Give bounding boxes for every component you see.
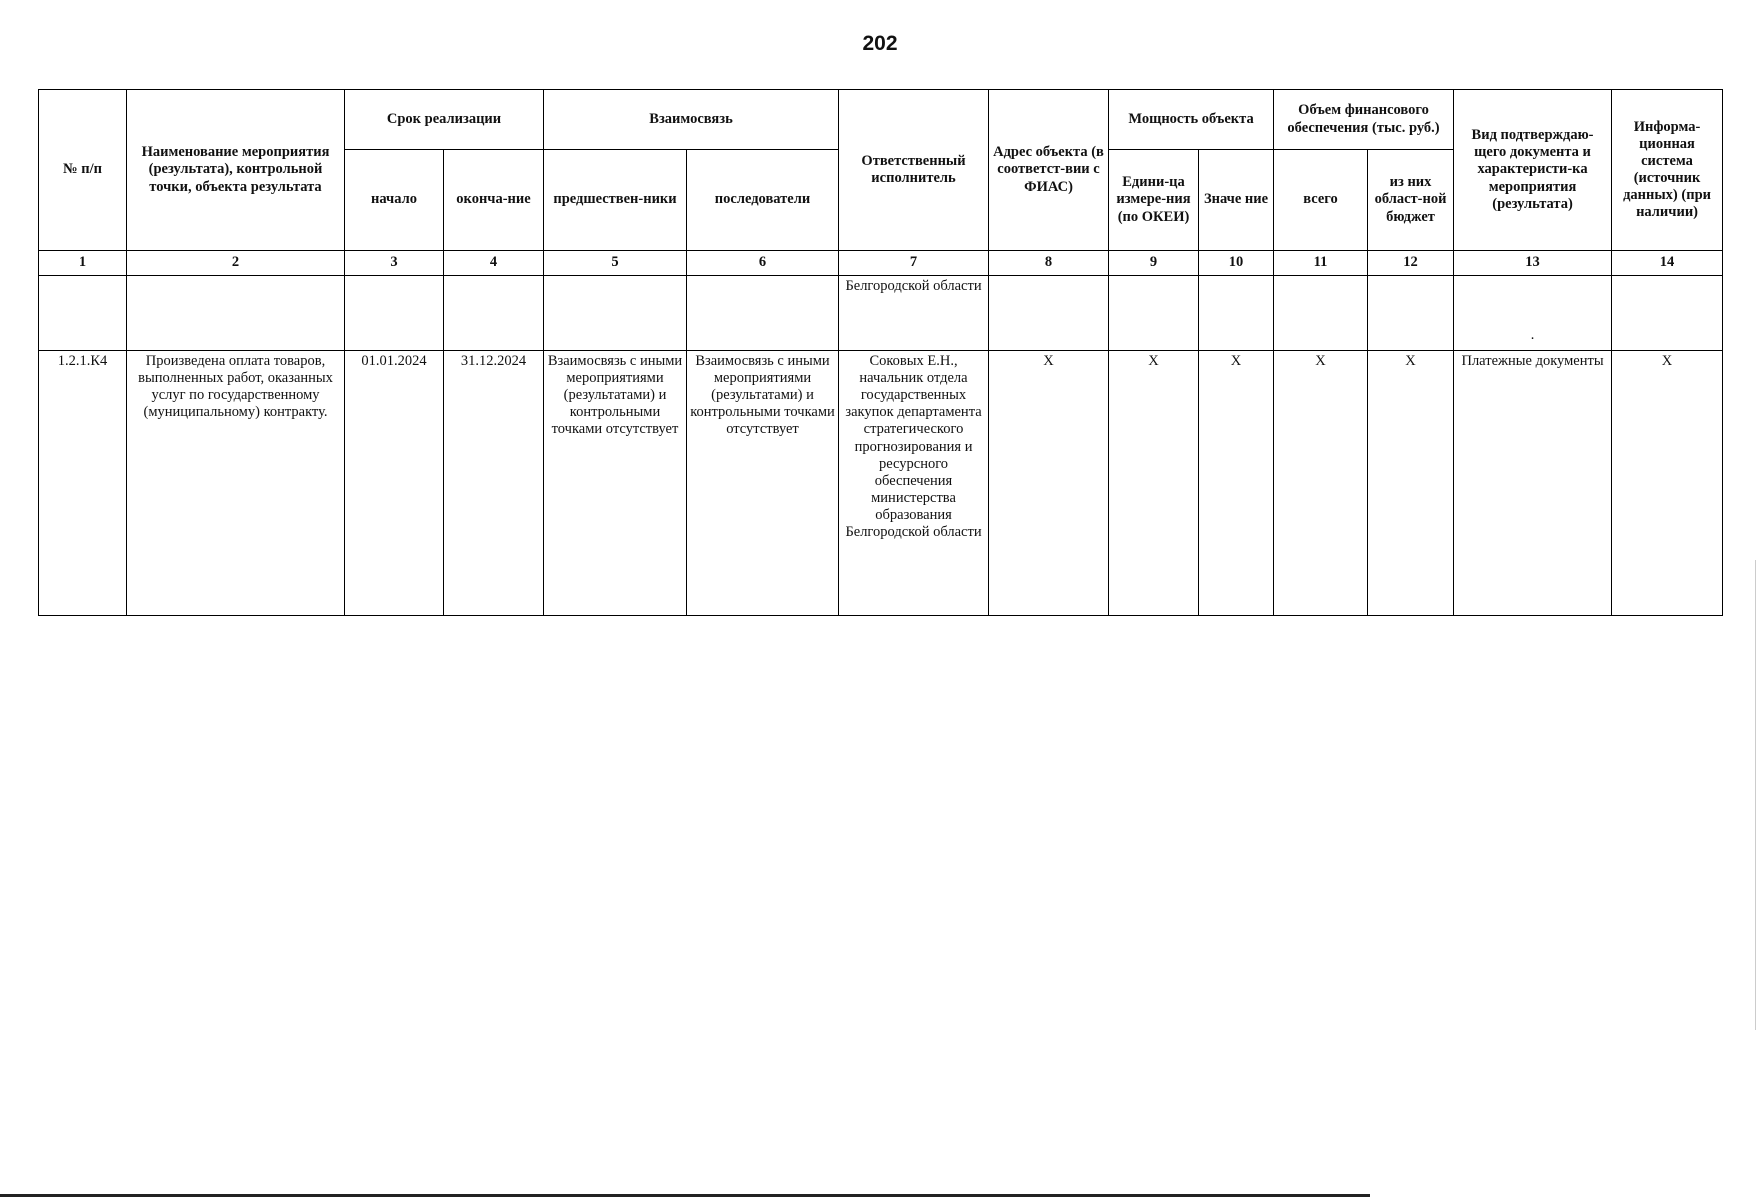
bottom-rule <box>0 1194 1370 1197</box>
cell-finance-regional: X <box>1368 351 1454 616</box>
cell-empty <box>345 276 444 351</box>
header-doc-type: Вид подтверждаю-щего документа и характеристи-ка мероприятия (результата) <box>1454 90 1612 251</box>
column-number: 9 <box>1109 251 1199 276</box>
cell-capacity-unit: X <box>1109 351 1199 616</box>
header-capacity-unit: Едини-ца измере-ния (по ОКЕИ) <box>1109 150 1199 251</box>
cell-empty <box>1612 276 1723 351</box>
header-no: № п/п <box>39 90 127 251</box>
column-number: 12 <box>1368 251 1454 276</box>
cell-responsible-continued: Белгородской области <box>839 276 989 351</box>
cell-doc-type: Платежные документы <box>1454 351 1612 616</box>
cell-empty <box>989 276 1109 351</box>
cell-no: 1.2.1.К4 <box>39 351 127 616</box>
page-number: 202 <box>862 32 898 55</box>
cell-finance-total: X <box>1274 351 1368 616</box>
cell-doc-mark: · <box>1454 276 1612 351</box>
cell-empty <box>1109 276 1199 351</box>
column-number: 5 <box>544 251 687 276</box>
column-number: 6 <box>687 251 839 276</box>
header-term-start: начало <box>345 150 444 251</box>
scan-edge-mark <box>1755 560 1756 1030</box>
cell-empty <box>544 276 687 351</box>
plan-table <box>38 89 1723 616</box>
cell-empty <box>444 276 544 351</box>
column-number: 3 <box>345 251 444 276</box>
cell-empty <box>39 276 127 351</box>
cell-responsible: Соковых Е.Н., начальник отдела государственных закупок департамента стратегического прогнозирования и ресурсного обеспечения министерства образования Белгородской области <box>839 351 989 616</box>
cell-info-system: X <box>1612 351 1723 616</box>
column-number: 4 <box>444 251 544 276</box>
header-finance-regional: из них област-ной бюджет <box>1368 150 1454 251</box>
column-number: 10 <box>1199 251 1274 276</box>
column-number: 7 <box>839 251 989 276</box>
cell-capacity-value: X <box>1199 351 1274 616</box>
header-info-system: Информа-ционная система (источник данных) (при наличии) <box>1612 90 1723 251</box>
cell-empty <box>1199 276 1274 351</box>
header-name: Наименование мероприятия (результата), контрольной точки, объекта результата <box>127 90 345 251</box>
column-number: 8 <box>989 251 1109 276</box>
column-number: 11 <box>1274 251 1368 276</box>
cell-end: 31.12.2024 <box>444 351 544 616</box>
cell-start: 01.01.2024 <box>345 351 444 616</box>
header-capacity-value: Значе ние <box>1199 150 1274 251</box>
header-address: Адрес объекта (в соответст-вии с ФИАС) <box>989 90 1109 251</box>
header-term-end: оконча-ние <box>444 150 544 251</box>
cell-name: Произведена оплата товаров, выполненных работ, оказанных услуг по государственному (муниципальному) контракту. <box>127 351 345 616</box>
cell-address: X <box>989 351 1109 616</box>
header-term: Срок реализации <box>345 90 544 150</box>
cell-successors: Взаимосвязь с иными мероприятиями (результатами) и контрольными точками отсутствует <box>687 351 839 616</box>
column-number: 2 <box>127 251 345 276</box>
header-relation: Взаимосвязь <box>544 90 839 150</box>
header-responsible: Ответственный исполнитель <box>839 90 989 251</box>
header-capacity: Мощность объекта <box>1109 90 1274 150</box>
cell-predecessors: Взаимосвязь с иными мероприятиями (результатами) и контрольными точками отсутствует <box>544 351 687 616</box>
table-row-continued <box>39 276 1723 351</box>
column-number: 1 <box>39 251 127 276</box>
column-number: 14 <box>1612 251 1723 276</box>
header-finance-total: всего <box>1274 150 1368 251</box>
header-relation-succ: последователи <box>687 150 839 251</box>
header-relation-pred: предшествен-ники <box>544 150 687 251</box>
cell-empty <box>1274 276 1368 351</box>
table-row <box>39 351 1723 616</box>
cell-empty <box>127 276 345 351</box>
cell-empty <box>1368 276 1454 351</box>
column-number: 13 <box>1454 251 1612 276</box>
cell-empty <box>687 276 839 351</box>
header-finance: Объем финансового обеспечения (тыс. руб.) <box>1274 90 1454 150</box>
